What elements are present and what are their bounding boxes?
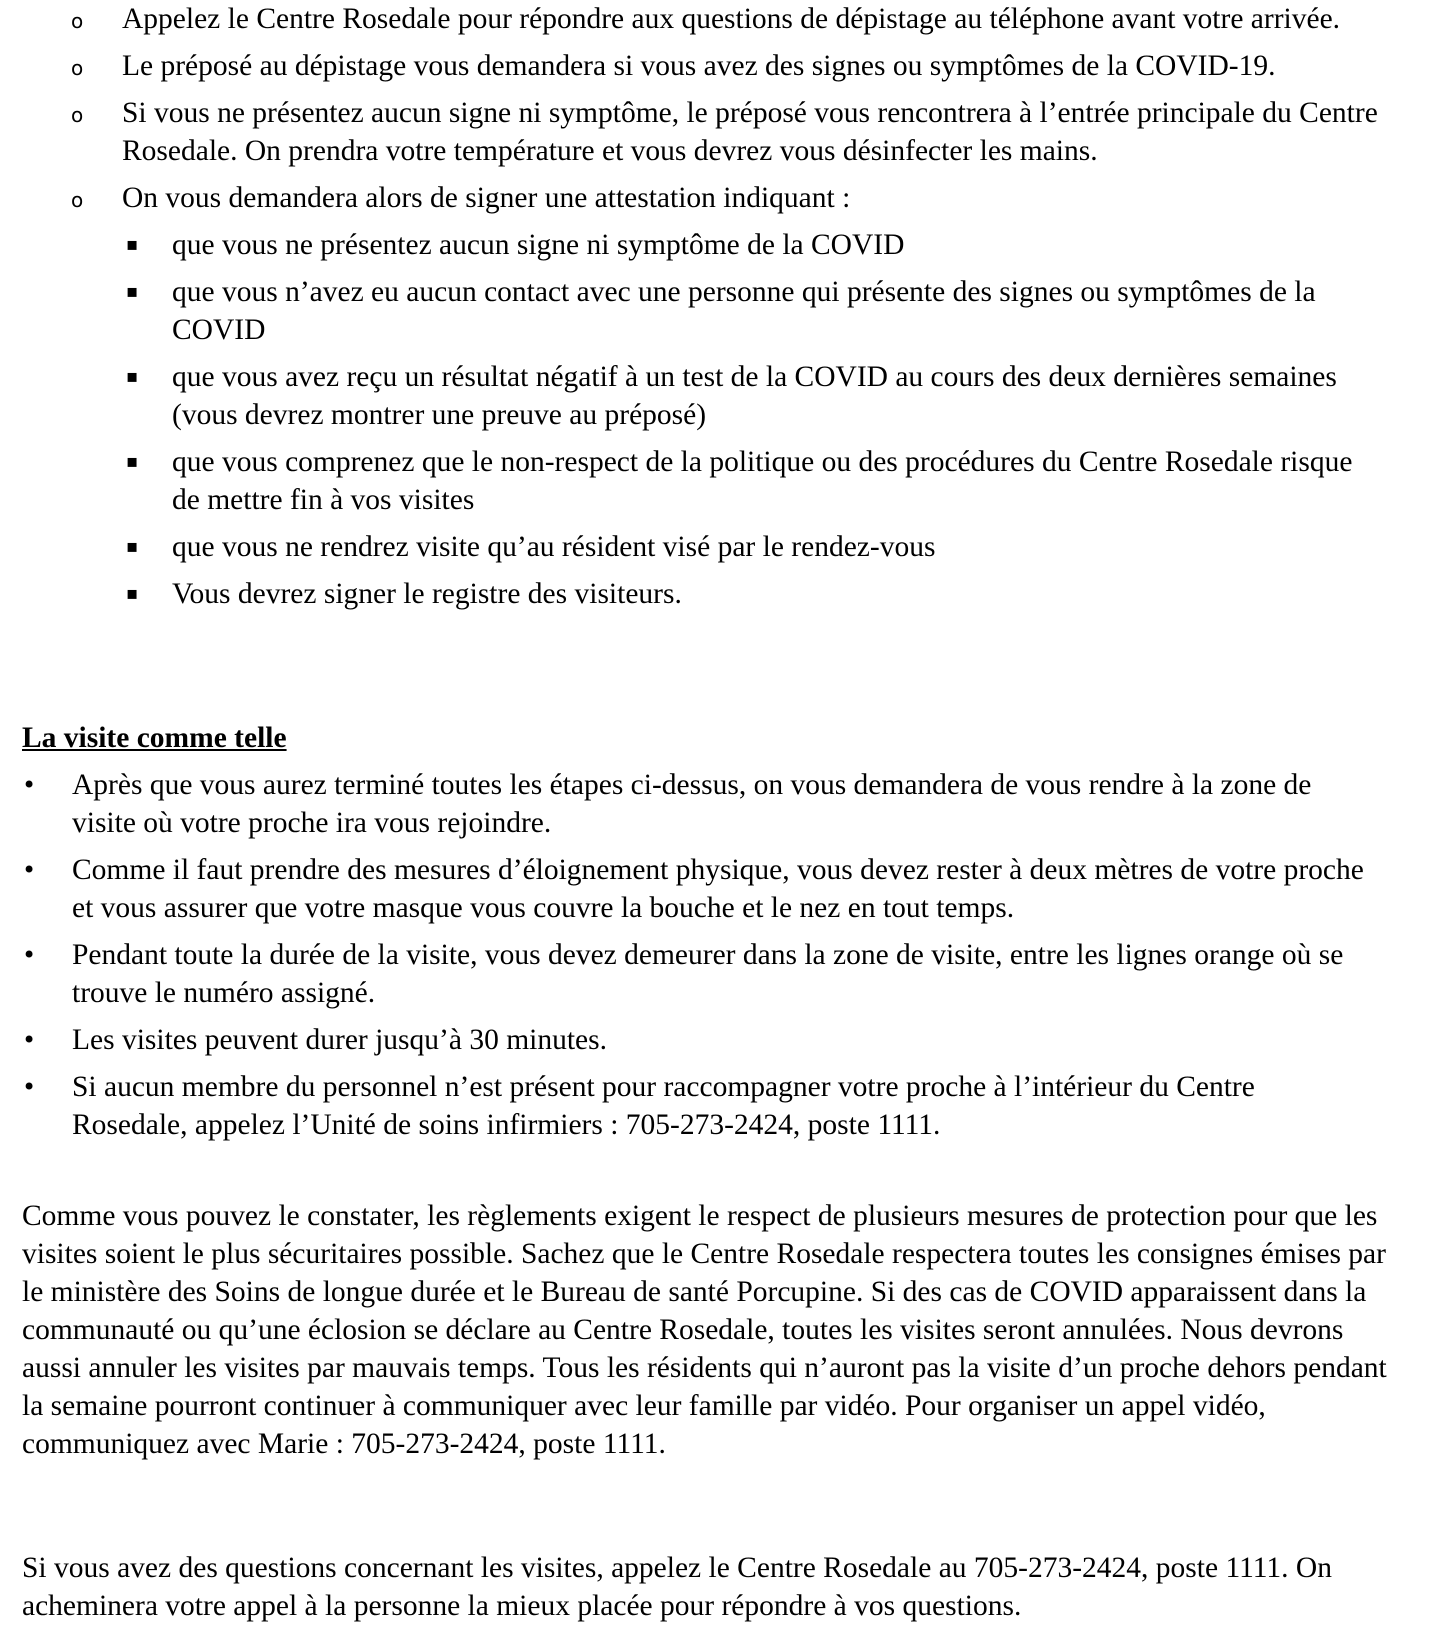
hollow-bullet-icon: o xyxy=(71,9,84,33)
list-item xyxy=(0,766,1437,842)
list-item xyxy=(0,94,1437,170)
list-item xyxy=(0,0,1437,38)
list-item xyxy=(0,936,1437,1012)
list-item xyxy=(0,1068,1437,1144)
visit-rule-text: Pendant toute la durée de la visite, vous devez demeurer dans la zone de visite, entre les lignes orange où se trouve le numéro assigné. xyxy=(72,939,1344,1009)
list-item xyxy=(126,443,1387,519)
visit-rule-text: Comme il faut prendre des mesures d’éloignement physique, vous devez rester à deux mètres de votre proche et vous assurer que votre masque vous couvre la bouche et le nez en tout temps. xyxy=(72,854,1364,924)
hollow-bullet-icon: o xyxy=(71,103,84,127)
visit-rule-text: Après que vous aurez terminé toutes les étapes ci-dessus, on vous demandera de vous rendre à la zone de visite où votre proche ira vous rejoindre. xyxy=(72,769,1312,839)
attestation-text: que vous avez reçu un résultat négatif à un test de la COVID au cours des deux dernières semaines (vous devrez montrer une preuve au préposé) xyxy=(172,361,1337,431)
contact-paragraph: Si vous avez des questions concernant les visites, appelez le Centre Rosedale au 705-273-2424, poste 1111. On acheminera votre appel à la personne la mieux placée pour répondre à vos questions. xyxy=(22,1552,1332,1622)
visit-rule-text: Les visites peuvent durer jusqu’à 30 minutes. xyxy=(72,1024,607,1056)
visit-rules-list xyxy=(0,766,1437,1153)
attestation-text: que vous n’avez eu aucun contact avec une personne qui présente des signes ou symptômes de la COVID xyxy=(172,276,1316,346)
bullet-icon: • xyxy=(22,771,37,799)
square-bullet-icon: ▪ xyxy=(126,536,139,557)
attestation-text: que vous ne présentez aucun signe ni symptôme de la COVID xyxy=(172,229,905,261)
screening-step-text: Appelez le Centre Rosedale pour répondre aux questions de dépistage au téléphone avant votre arrivée. xyxy=(122,3,1341,35)
attestation-list xyxy=(122,226,1387,613)
list-item xyxy=(126,273,1387,349)
visit-rule-text: Si aucun membre du personnel n’est présent pour raccompagner votre proche à l’intérieur du Centre Rosedale, appelez l’Unité de soins infirmiers : 705-273-2424, poste 1111. xyxy=(72,1071,1255,1141)
list-item xyxy=(0,47,1437,85)
square-bullet-icon: ▪ xyxy=(126,281,139,302)
summary-paragraph: Comme vous pouvez le constater, les règlements exigent le respect de plusieurs mesures de protection pour que les visites soient le plus sécuritaires possible. Sachez que le Centre Rosedale respectera toutes les consignes émises par le ministère des Soins de longue durée et le Bureau de santé Porcupine. Si des cas de COVID apparaissent dans la communauté ou qu’une éclosion se déclare au Centre Rosedale, toutes les visites seront annulées. Nous devrons aussi annuler les visites par mauvais temps. Tous les résidents qui n’auront pas la visite d’un proche dehors pendant la semaine pourront continuer à communiquer avec leur famille par vidéo. Pour organiser un appel vidéo, communiquez avec Marie : 705-273-2424, poste 1111. xyxy=(22,1200,1387,1460)
attestation-text: Vous devrez signer le registre des visiteurs. xyxy=(172,578,682,610)
bullet-icon: • xyxy=(22,941,37,969)
bullet-icon: • xyxy=(22,1026,37,1054)
list-item xyxy=(0,851,1437,927)
section-heading: La visite comme telle xyxy=(22,722,287,754)
list-item xyxy=(0,1021,1437,1059)
list-item xyxy=(126,358,1387,434)
list-item xyxy=(126,226,1387,264)
bullet-icon: • xyxy=(22,856,37,884)
hollow-bullet-icon: o xyxy=(71,188,84,212)
attestation-text: que vous comprenez que le non-respect de la politique ou des procédures du Centre Rosedale risque de mettre fin à vos visites xyxy=(172,446,1353,516)
square-bullet-icon: ▪ xyxy=(126,366,139,387)
screening-steps-list xyxy=(0,0,1437,622)
square-bullet-icon: ▪ xyxy=(126,451,139,472)
list-item xyxy=(0,179,1437,613)
attestation-text: que vous ne rendrez visite qu’au résident visé par le rendez-vous xyxy=(172,531,936,563)
screening-step-text: Si vous ne présentez aucun signe ni symptôme, le préposé vous rencontrera à l’entrée principale du Centre Rosedale. On prendra votre température et vous devrez vous désinfecter les mains. xyxy=(122,97,1378,167)
screening-step-text: Le préposé au dépistage vous demandera si vous avez des signes ou symptômes de la COVID-19. xyxy=(122,50,1276,82)
square-bullet-icon: ▪ xyxy=(126,234,139,255)
bullet-icon: • xyxy=(22,1073,37,1101)
hollow-bullet-icon: o xyxy=(71,56,84,80)
list-item xyxy=(126,575,1387,613)
screening-step-text: On vous demandera alors de signer une attestation indiquant : xyxy=(122,182,851,214)
square-bullet-icon: ▪ xyxy=(126,583,139,604)
list-item xyxy=(126,528,1387,566)
